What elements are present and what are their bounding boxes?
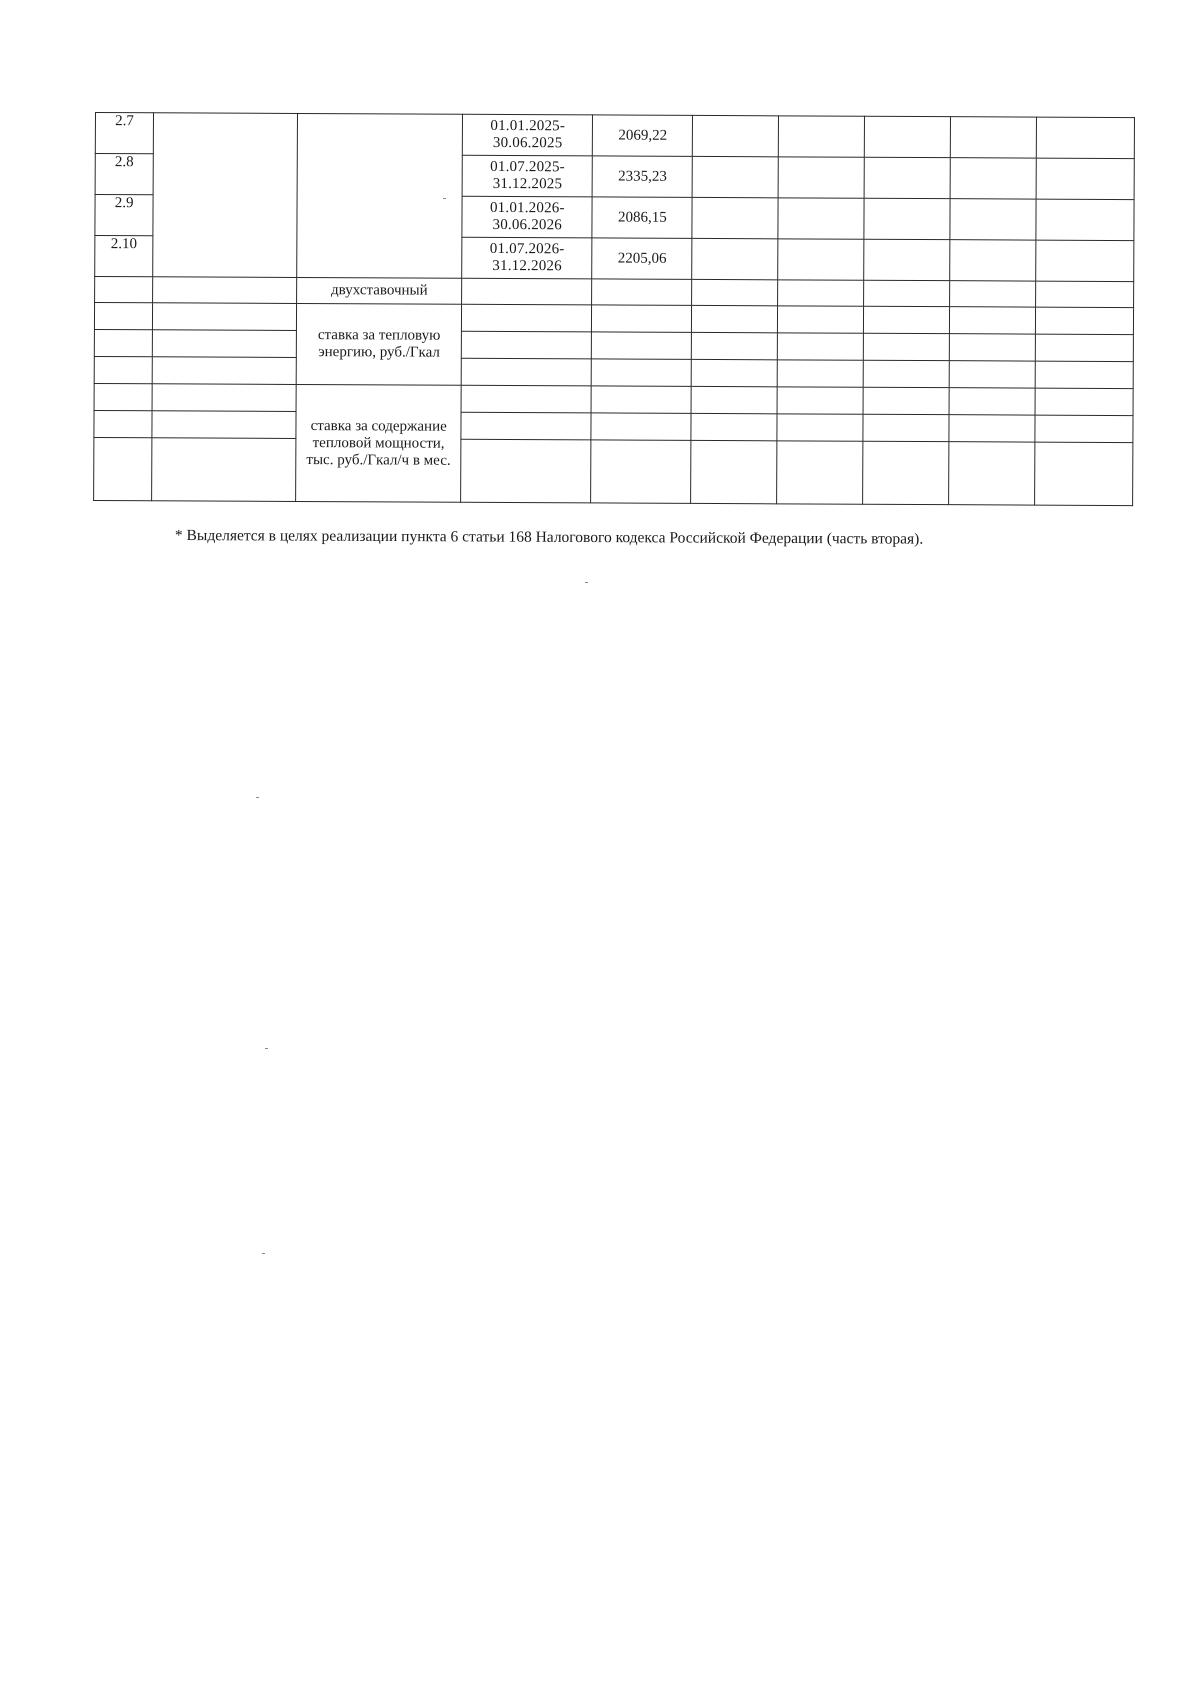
capacity-rate-label: ставка за содержание тепловой мощности, тыс. руб./Гкал/ч в мес. [296,384,462,502]
empty-cell [692,279,778,305]
empty-cell [1036,334,1134,361]
table-row [95,113,1134,159]
empty-cell [864,360,950,387]
empty-cell [153,113,298,278]
empty-cell [778,198,864,239]
scan-speck [262,1253,265,1254]
empty-cell [94,356,152,383]
empty-cell [1035,388,1133,415]
scan-speck [585,582,588,583]
empty-cell [864,239,950,280]
empty-cell [1035,415,1133,442]
period-cell [462,155,592,197]
empty-cell [692,197,778,238]
period-cell [462,196,592,238]
period-start: 01.01.2025- [490,117,566,135]
row-number: 2.9 [95,195,153,236]
empty-cell [461,385,591,413]
empty-cell [94,303,152,330]
empty-cell [1036,361,1134,388]
empty-cell [1037,117,1135,158]
empty-cell [692,238,778,279]
empty-cell [152,384,296,412]
empty-cell [693,115,779,156]
empty-cell [778,333,864,360]
tariff-value: 2335,23 [592,156,692,197]
empty-cell [94,410,152,437]
period-cell [463,114,593,156]
empty-cell [461,358,591,386]
scan-speck [443,198,446,199]
row-number: 2.8 [95,154,153,195]
two-part-tariff-label: двухставочный [297,277,462,304]
empty-cell [94,329,152,356]
empty-cell [692,359,778,386]
empty-cell [1035,442,1133,505]
empty-cell [950,361,1036,388]
empty-cell [863,414,949,441]
empty-cell [950,307,1036,334]
empty-cell [863,441,949,504]
empty-cell [152,438,296,502]
empty-cell [1036,240,1134,281]
footnote: * Выделяется в целях реализации пункта 6 статьи 168 Налогового кодекса Российской Федерации (часть вторая). [174,527,924,548]
empty-cell [950,158,1036,199]
empty-cell [778,360,864,387]
empty-cell [462,304,592,332]
empty-cell [950,334,1036,361]
empty-cell [691,413,777,440]
empty-cell [462,331,592,359]
empty-cell [691,440,777,503]
empty-cell [591,440,691,503]
empty-cell [592,305,692,332]
empty-cell [462,278,592,305]
empty-cell [94,383,152,410]
empty-cell [863,387,949,414]
empty-cell [949,415,1035,442]
period-end: 30.06.2025 [492,134,563,152]
row-number: 2.7 [95,113,153,154]
empty-cell [864,280,950,306]
empty-cell [949,442,1035,505]
empty-cell [778,306,864,333]
empty-cell [152,411,296,439]
empty-cell [950,281,1036,307]
empty-cell [591,413,691,440]
empty-cell [94,437,152,500]
empty-cell [864,198,950,239]
row-number: 2.10 [95,236,153,277]
empty-cell [461,439,591,503]
empty-cell [864,306,950,333]
empty-cell [778,280,864,306]
empty-cell [778,239,864,280]
tariff-table [93,112,1135,506]
empty-cell [777,441,863,504]
period-cell [462,237,592,279]
empty-cell [152,330,296,358]
tariff-value: 2086,15 [592,197,692,238]
empty-cell [864,157,950,198]
energy-rate-label: ставка за тепловую энергию, руб./Гкал [296,303,461,385]
empty-cell [152,357,296,385]
period-start: 01.07.2025- [490,158,565,176]
empty-cell [592,279,692,305]
empty-cell [1036,281,1134,307]
empty-cell [95,277,153,303]
period-end: 30.06.2026 [492,216,563,234]
empty-cell [1036,199,1134,240]
empty-cell [691,386,777,413]
empty-cell [778,157,864,198]
empty-cell [153,277,297,304]
empty-cell [865,116,951,157]
empty-cell [949,388,1035,415]
empty-cell [153,303,297,331]
period-start: 01.01.2026- [489,199,565,217]
tariff-value: 2205,06 [592,238,692,279]
empty-cell [779,116,865,157]
empty-cell [950,240,1036,281]
empty-cell [592,359,692,386]
table-row [94,437,1133,505]
empty-cell [461,412,591,440]
empty-cell [950,199,1036,240]
period-end: 31.12.2025 [492,175,563,193]
scan-speck [265,1048,268,1049]
empty-cell [592,332,692,359]
empty-cell [591,386,691,413]
empty-cell [692,332,778,359]
empty-cell [864,333,950,360]
empty-cell [777,387,863,414]
scan-speck [256,797,259,798]
empty-cell [777,414,863,441]
empty-cell [692,305,778,332]
empty-cell [951,117,1037,158]
empty-cell [692,156,778,197]
empty-cell [297,113,463,278]
empty-cell [1036,307,1134,334]
empty-cell [1036,158,1134,199]
period-start: 01.07.2026- [489,240,565,258]
period-end: 31.12.2026 [492,257,562,275]
tariff-value: 2069,22 [593,115,693,156]
